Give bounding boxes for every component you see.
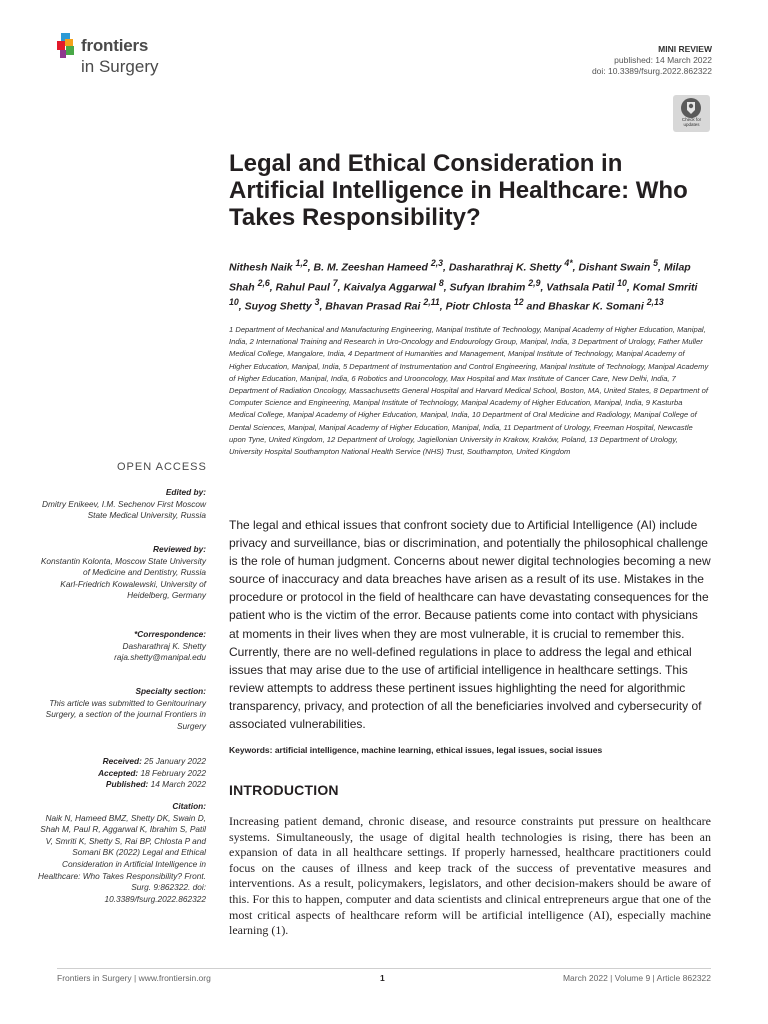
editor[interactable]: Dmitry Enikeev, I.M. Sechenov First Moscow State Medical University, Russia [42, 498, 206, 521]
specialty-label: Specialty section: [135, 686, 206, 696]
logo-journal: in Surgery [81, 57, 159, 76]
published-date: published: 14 March 2022 [614, 55, 712, 65]
article-header [592, 44, 712, 77]
section-heading-introduction: INTRODUCTION [229, 782, 339, 798]
footer-volume-info: March 2022 | Volume 9 | Article 862322 [562, 973, 711, 983]
reviewer-1[interactable]: Konstantin Kolonta, Moscow State University of Medicine and Dentistry, Russia [40, 555, 206, 578]
check-updates-icon [681, 98, 701, 118]
affiliations: 1 Department of Mechanical and Manufacturing Engineering, Manipal Institute of Technology, Manipal Academy of Higher Education, Manipal, India, 2 International Training and Research in Uro-Oncology and Endourology Group, Manipal, India, 3 Department of Urology, Father Muller Medical College, Mangalore, India, 4 Department of Humanities and Management, Manipal Institute of Technology, Manipal Academy of Higher Education, Manipal, India, 5 Department of Instrumentation and Control Engineering, Manipal Institute of Technology, Manipal Academy of Higher Education, Manipal, India, 6 Robotics and Urooncology, Max Hospital and Max Institute of Cancer Care, New Delhi, India, 7 Department of Radiation Oncology, Massachusetts General Hospital and Harvard Medical School, Boston, MA, United States, 8 Department of Computer Science and Engineering, Manipal Institute of Technology, Manipal Academy of Higher Education, Manipal, India, 9 Kasturba Medical College, Manipal Academy of Higher Education, Manipal, India, 10 Department of Oral Medicine and Radiology, Manipal College of Dental Sciences, Manipal, Manipal Academy of Higher Education, Manipal, India, 11 Department of Urology, Freeman Hospital, Newcastle upon Tyne, United Kingdom, 12 Department of Urology, Jagiellonian University in Krakow, Kraków, Poland, 13 Department of Urology, University Hospital Southampton National Health Service (NHS) Trust, Southampton, United Kingdom [229, 325, 709, 457]
specialty-text: This article was submitted to Genitourinary Surgery, a section of the journal Frontiers in Surgery [45, 697, 206, 731]
keywords: Keywords: artificial intelligence, machine learning, ethical issues, legal issues, social issues [229, 745, 603, 755]
correspondence-section [36, 629, 206, 664]
dates-section [36, 756, 206, 791]
doi[interactable]: doi: 10.3389/fsurg.2022.862322 [591, 66, 712, 76]
reviewed-by-label: Reviewed by: [152, 544, 206, 554]
reviewer-2[interactable]: Karl-Friedrich Kowalewski, University of Heidelberg, Germany [60, 578, 206, 601]
article-type: MINI REVIEW [658, 44, 712, 54]
check-for-updates-button[interactable] [673, 95, 710, 132]
footer-journal-link[interactable]: Frontiers in Surgery | www.frontiersin.org [57, 973, 211, 983]
introduction-paragraph: Increasing patient demand, chronic disease, and resource constraints put pressure on healthcare systems. Simultaneously, the usage of digital health technologies is rising, there has been an expansion of data in all healthcare settings. If properly harnessed, healthcare practitioners could focus on the causes of illness and keep track of the success of preventative measures and interventions. As a result, policymakers, legislators, and other decision-makers should be aware of this. For this to happen, computer and data scientists and clinical entrepreneurs argue that one of the most critical aspects of healthcare reform will be artificial intelligence (AI), especially machine learning (1). [229, 814, 711, 938]
page-number: 1 [380, 973, 385, 983]
citation-text: Naik N, Hameed BMZ, Shetty DK, Swain D, Shah M, Paul R, Aggarwal K, Ibrahim S, Patil V, Smriti K, Shetty S, Rai BP, Chlosta P and Somani BK (2022) Legal and Ethical Consideration in Artificial Intelligence in Healthcare: Who Takes Responsibility? Front. Surg. 9:862322. doi: 10.3389/fsurg.2022.862322 [37, 812, 206, 904]
received-date: Received: 25 January 2022 [102, 756, 206, 766]
citation-label: Citation: [172, 801, 206, 811]
correspondence-label: *Correspondence: [134, 629, 206, 639]
edited-by-section [36, 487, 206, 522]
specialty-section [36, 686, 206, 732]
citation-section [36, 801, 206, 905]
correspondence-email[interactable]: raja.shetty@manipal.edu [114, 652, 206, 663]
published-date-side: Published: 14 March 2022 [105, 779, 206, 790]
open-access-label: OPEN ACCESS [117, 461, 207, 473]
journal-logo[interactable] [57, 33, 177, 79]
edited-by-label: Edited by: [165, 487, 206, 497]
logo-brand: frontiers [81, 36, 149, 55]
frontiers-logo-icon [57, 33, 79, 59]
check-updates-label: Check for updates [681, 117, 702, 127]
author-list: Nithesh Naik $^{1,2}$, B. M. Zeeshan Hameed $^{2,3}$, Dasharathraj K. Shetty $^{4*}$, Dishant Swain $^5$, Milap Shah $^{2,6}$, Rahul Paul $^7$, Kaivalya Aggarwal $^8$, Sufyan Ibrahim $^{2,9}$, Vathsala Patil $^{10}$, Komal Smriti $^{10}$, Suyog Shetty $^3$, Bhavan Prasad Rai $^{2,11}$, Piotr Chlosta $^{12}$ and Bhaskar K. Somani $^{2,13}$ [229, 258, 698, 313]
footer-divider [57, 968, 711, 969]
article-title: Legal and Ethical Consideration in Artificial Intelligence in Healthcare: Who Takes Responsibility? [229, 150, 688, 231]
reviewed-by-section [36, 544, 206, 602]
accepted-date: Accepted: 18 February 2022 [98, 767, 206, 778]
correspondence-name: Dasharathraj K. Shetty [122, 640, 206, 651]
abstract: The legal and ethical issues that confront society due to Artificial Intelligence (AI) include privacy and surveillance, bias or discrimination, and potentially the philosophical challenge is the role of human judgment. Concerns about newer digital technologies becoming a new source of inaccuracy and data breaches have arisen as a result of its use. Mistakes in the procedure or protocol in the field of healthcare can have devastating consequences for the patient who is the victim of the error. Because patients come into contact with physicians at moments in their lives when they are most vulnerable, it is crucial to remember this. Currently, there are no well-defined regulations in place to address the legal and ethical issues that may arise due to the use of artificial intelligence in healthcare settings. This review attempts to address these pertinent issues highlighting the need for algorithmic transparency, privacy, and protection of all the beneficiaries involved and cybersecurity of associated vulnerabilities. [229, 518, 711, 732]
